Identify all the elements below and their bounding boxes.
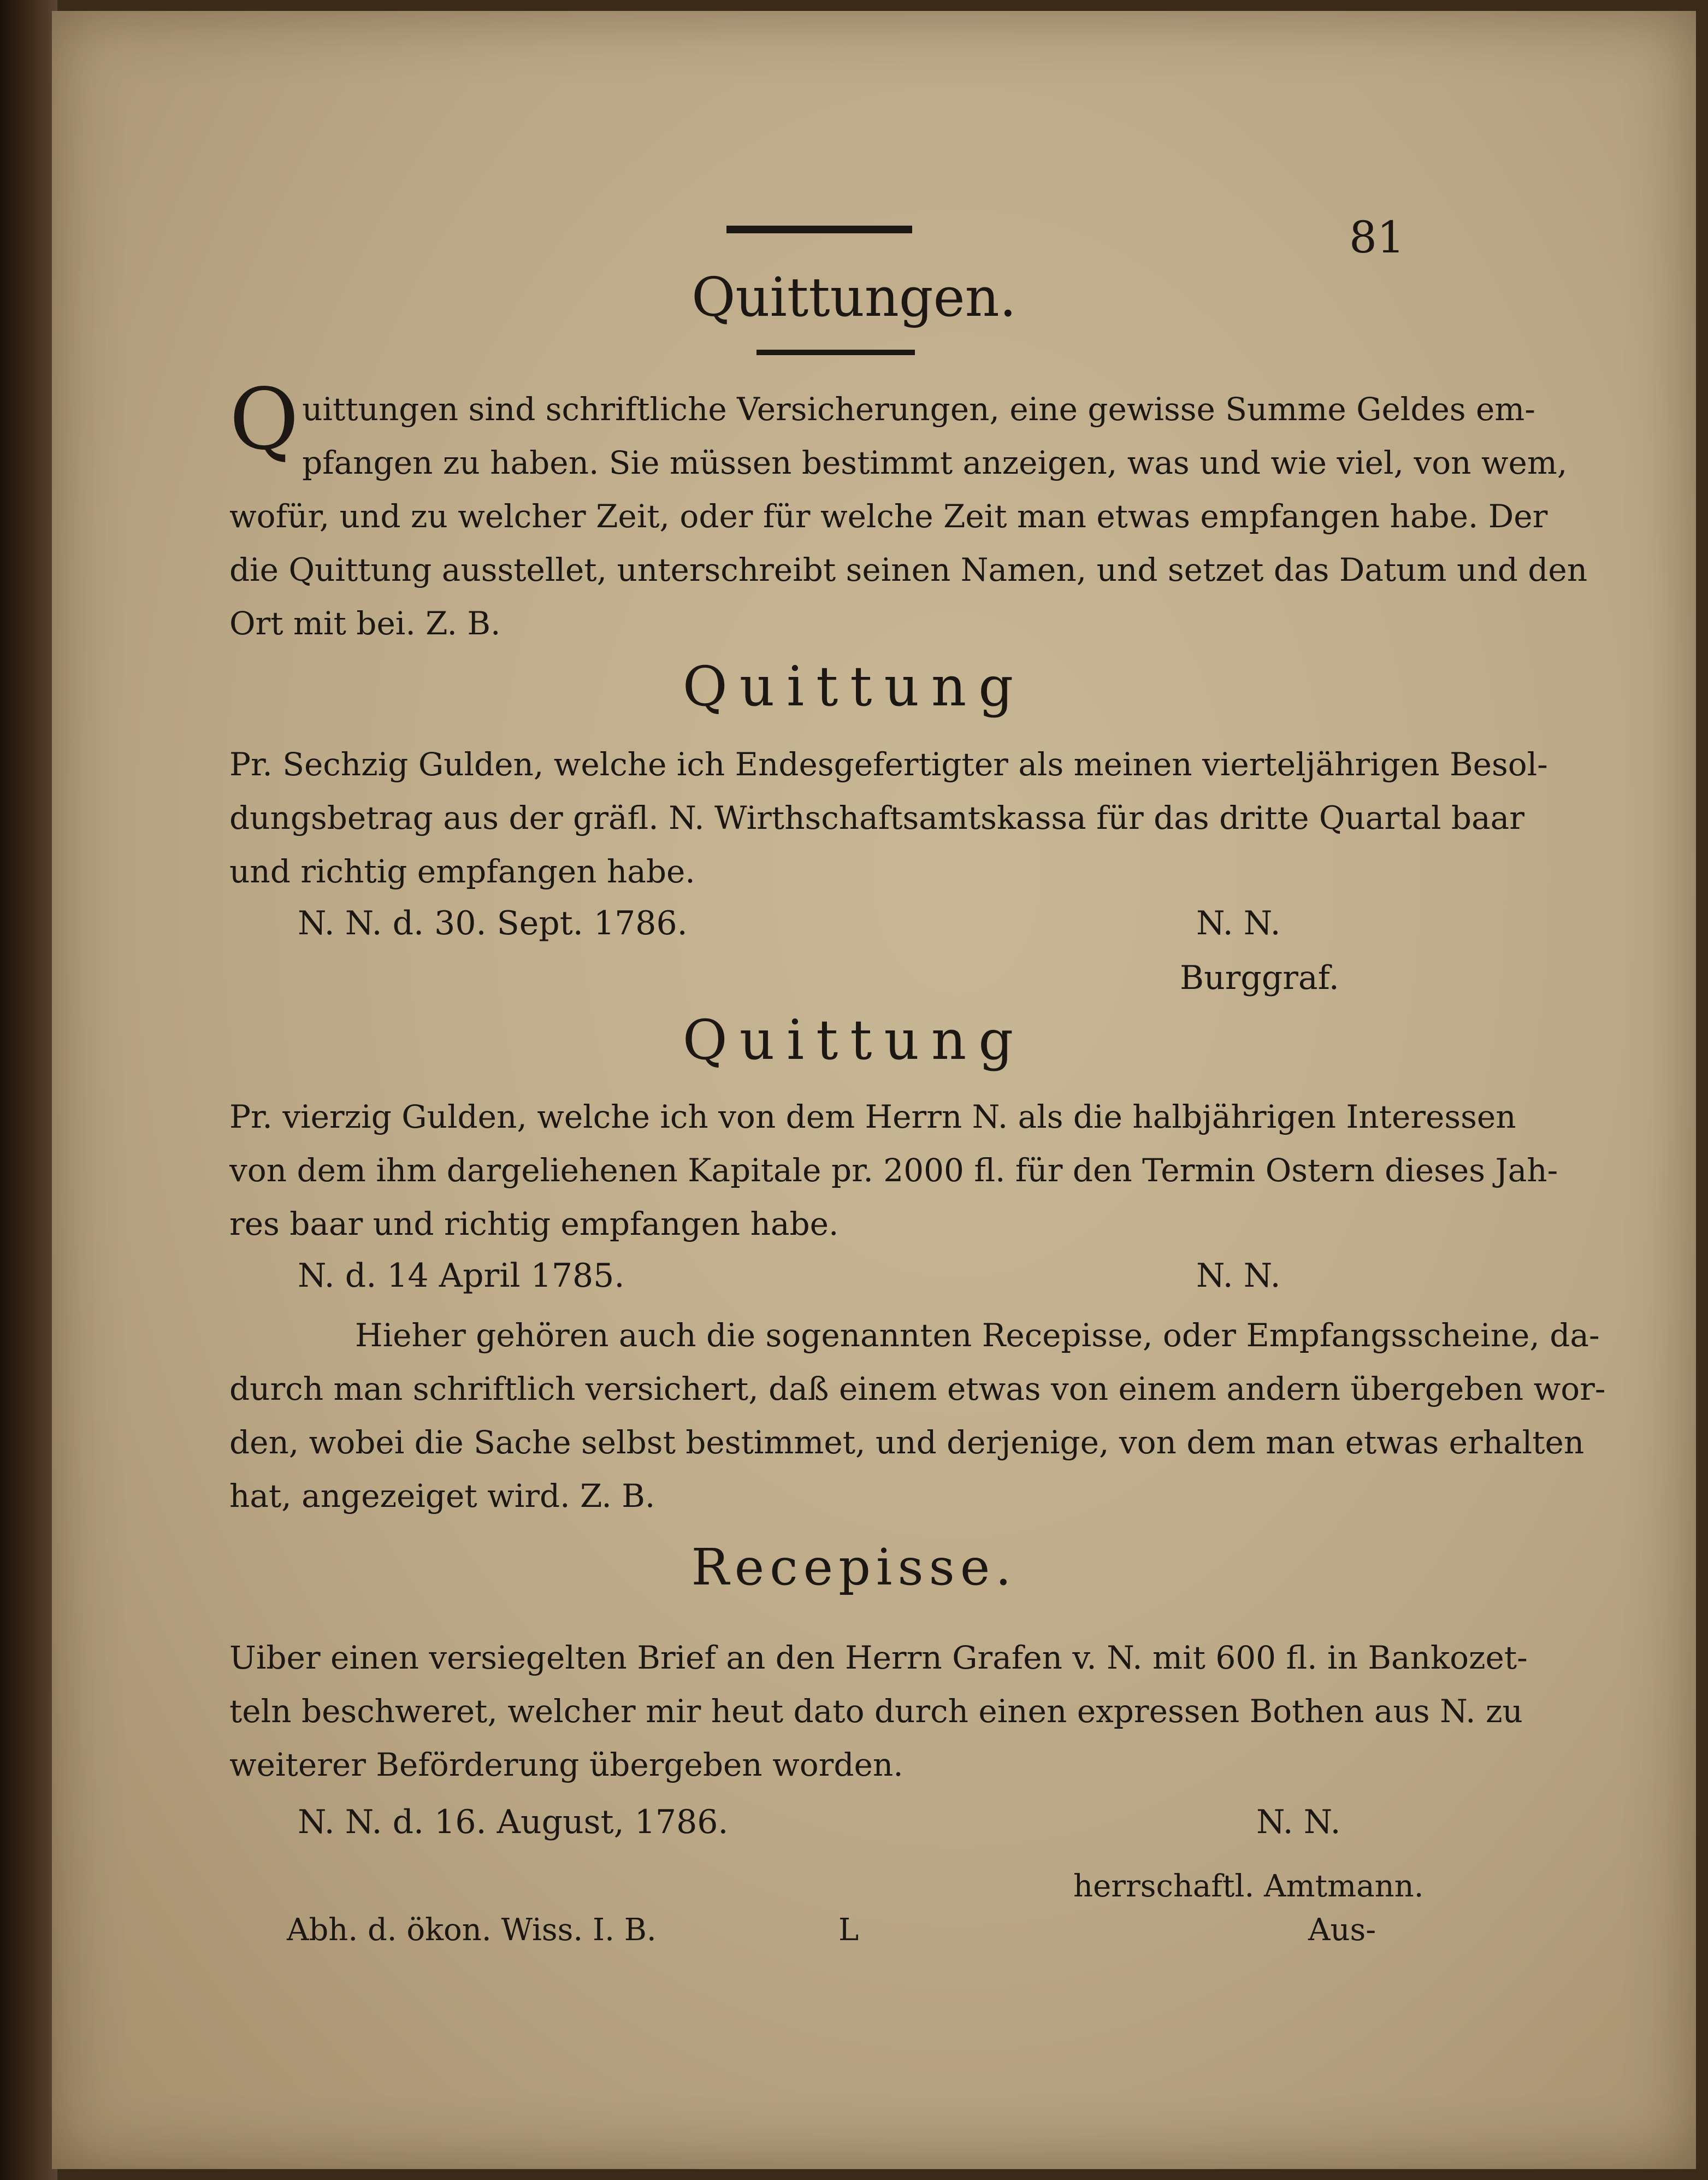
- text-line: weiterer Beförderung übergeben worden.: [229, 1746, 903, 1783]
- quittung-2-place-date: N. d. 14 April 1785.: [298, 1257, 625, 1295]
- footer-catchword: Aus-: [1308, 1912, 1376, 1948]
- quittung-2-signature: N. N.: [1196, 1257, 1281, 1295]
- text-line: Uiber einen versiegelten Brief an den Herrn Grafen v. N. mit 600 fl. in Bankozet-: [229, 1639, 1528, 1676]
- page-number: 81: [1349, 212, 1405, 263]
- recepisse-title: Recepisse.: [691, 1538, 1017, 1596]
- header-rule-top: [726, 226, 912, 233]
- intro-paragraph: [229, 370, 1588, 650]
- footer-signature-mark: L: [838, 1912, 859, 1948]
- text-line: teln beschweret, welcher mir heut dato durch einen expressen Bothen aus N. zu: [229, 1693, 1523, 1730]
- intro-drop-cap: Q: [229, 370, 299, 469]
- text-line: wofür, und zu welcher Zeit, oder für welche Zeit man etwas empfangen habe. Der: [229, 498, 1548, 535]
- text-line: durch man schriftlich versichert, daß einem etwas von einem andern übergeben wor-: [229, 1370, 1606, 1407]
- footer-volume-reference: Abh. d. ökon. Wiss. I. B.: [287, 1912, 657, 1948]
- text-line: res baar und richtig empfangen habe.: [229, 1205, 839, 1242]
- quittung-1-body: [229, 738, 1548, 898]
- text-line: Ort mit bei. Z. B.: [229, 605, 501, 642]
- text-line: die Quittung ausstellet, unterschreibt seinen Namen, und setzet das Datum und den: [229, 551, 1588, 588]
- quittung-2-title: Quittung: [682, 1008, 1026, 1072]
- text-line: pfangen zu haben. Sie müssen bestimmt anzeigen, was und wie viel, von wem,: [302, 444, 1568, 481]
- text-line: uittungen sind schriftliche Versicherungen, eine gewisse Summe Geldes em-: [302, 391, 1535, 428]
- quittung-1-signature: N. N.: [1196, 904, 1281, 942]
- quittung-1-title: Quittung: [682, 655, 1026, 718]
- section-heading: Quittungen.: [692, 267, 1016, 329]
- quittung-1-place-date: N. N. d. 30. Sept. 1786.: [298, 904, 688, 942]
- text-line: von dem ihm dargeliehenen Kapitale pr. 2000 fl. für den Termin Ostern dieses Jah-: [229, 1152, 1558, 1189]
- text-line: den, wobei die Sache selbst bestimmet, und derjenige, von dem man etwas erhalten: [229, 1424, 1585, 1461]
- recepisse-role: herrschaftl. Amtmann.: [1073, 1869, 1424, 1904]
- recepisse-signature: N. N.: [1256, 1803, 1341, 1841]
- recepisse-place-date: N. N. d. 16. August, 1786.: [298, 1803, 729, 1841]
- header-rule-bottom: [757, 350, 915, 355]
- quittung-1-role: Burggraf.: [1180, 959, 1339, 997]
- text-line: Pr. vierzig Gulden, welche ich von dem Herrn N. als die halbjährigen Interessen: [229, 1098, 1516, 1135]
- text-line: hat, angezeiget wird. Z. B.: [229, 1477, 655, 1515]
- quittung-2-body: [229, 1090, 1558, 1251]
- text-line: Hieher gehören auch die sogenannten Recepisse, oder Empfangsscheine, da-: [355, 1317, 1600, 1354]
- text-line: und richtig empfangen habe.: [229, 853, 695, 890]
- text-line: dungsbetrag aus der gräfl. N. Wirthschaftsamtskassa für das dritte Quartal baar: [229, 799, 1524, 836]
- text-line: Pr. Sechzig Gulden, welche ich Endesgefertigter als meinen vierteljährigen Besol-: [229, 746, 1548, 783]
- recepisse-body: [229, 1631, 1528, 1792]
- recepisse-intro-paragraph: [229, 1309, 1606, 1523]
